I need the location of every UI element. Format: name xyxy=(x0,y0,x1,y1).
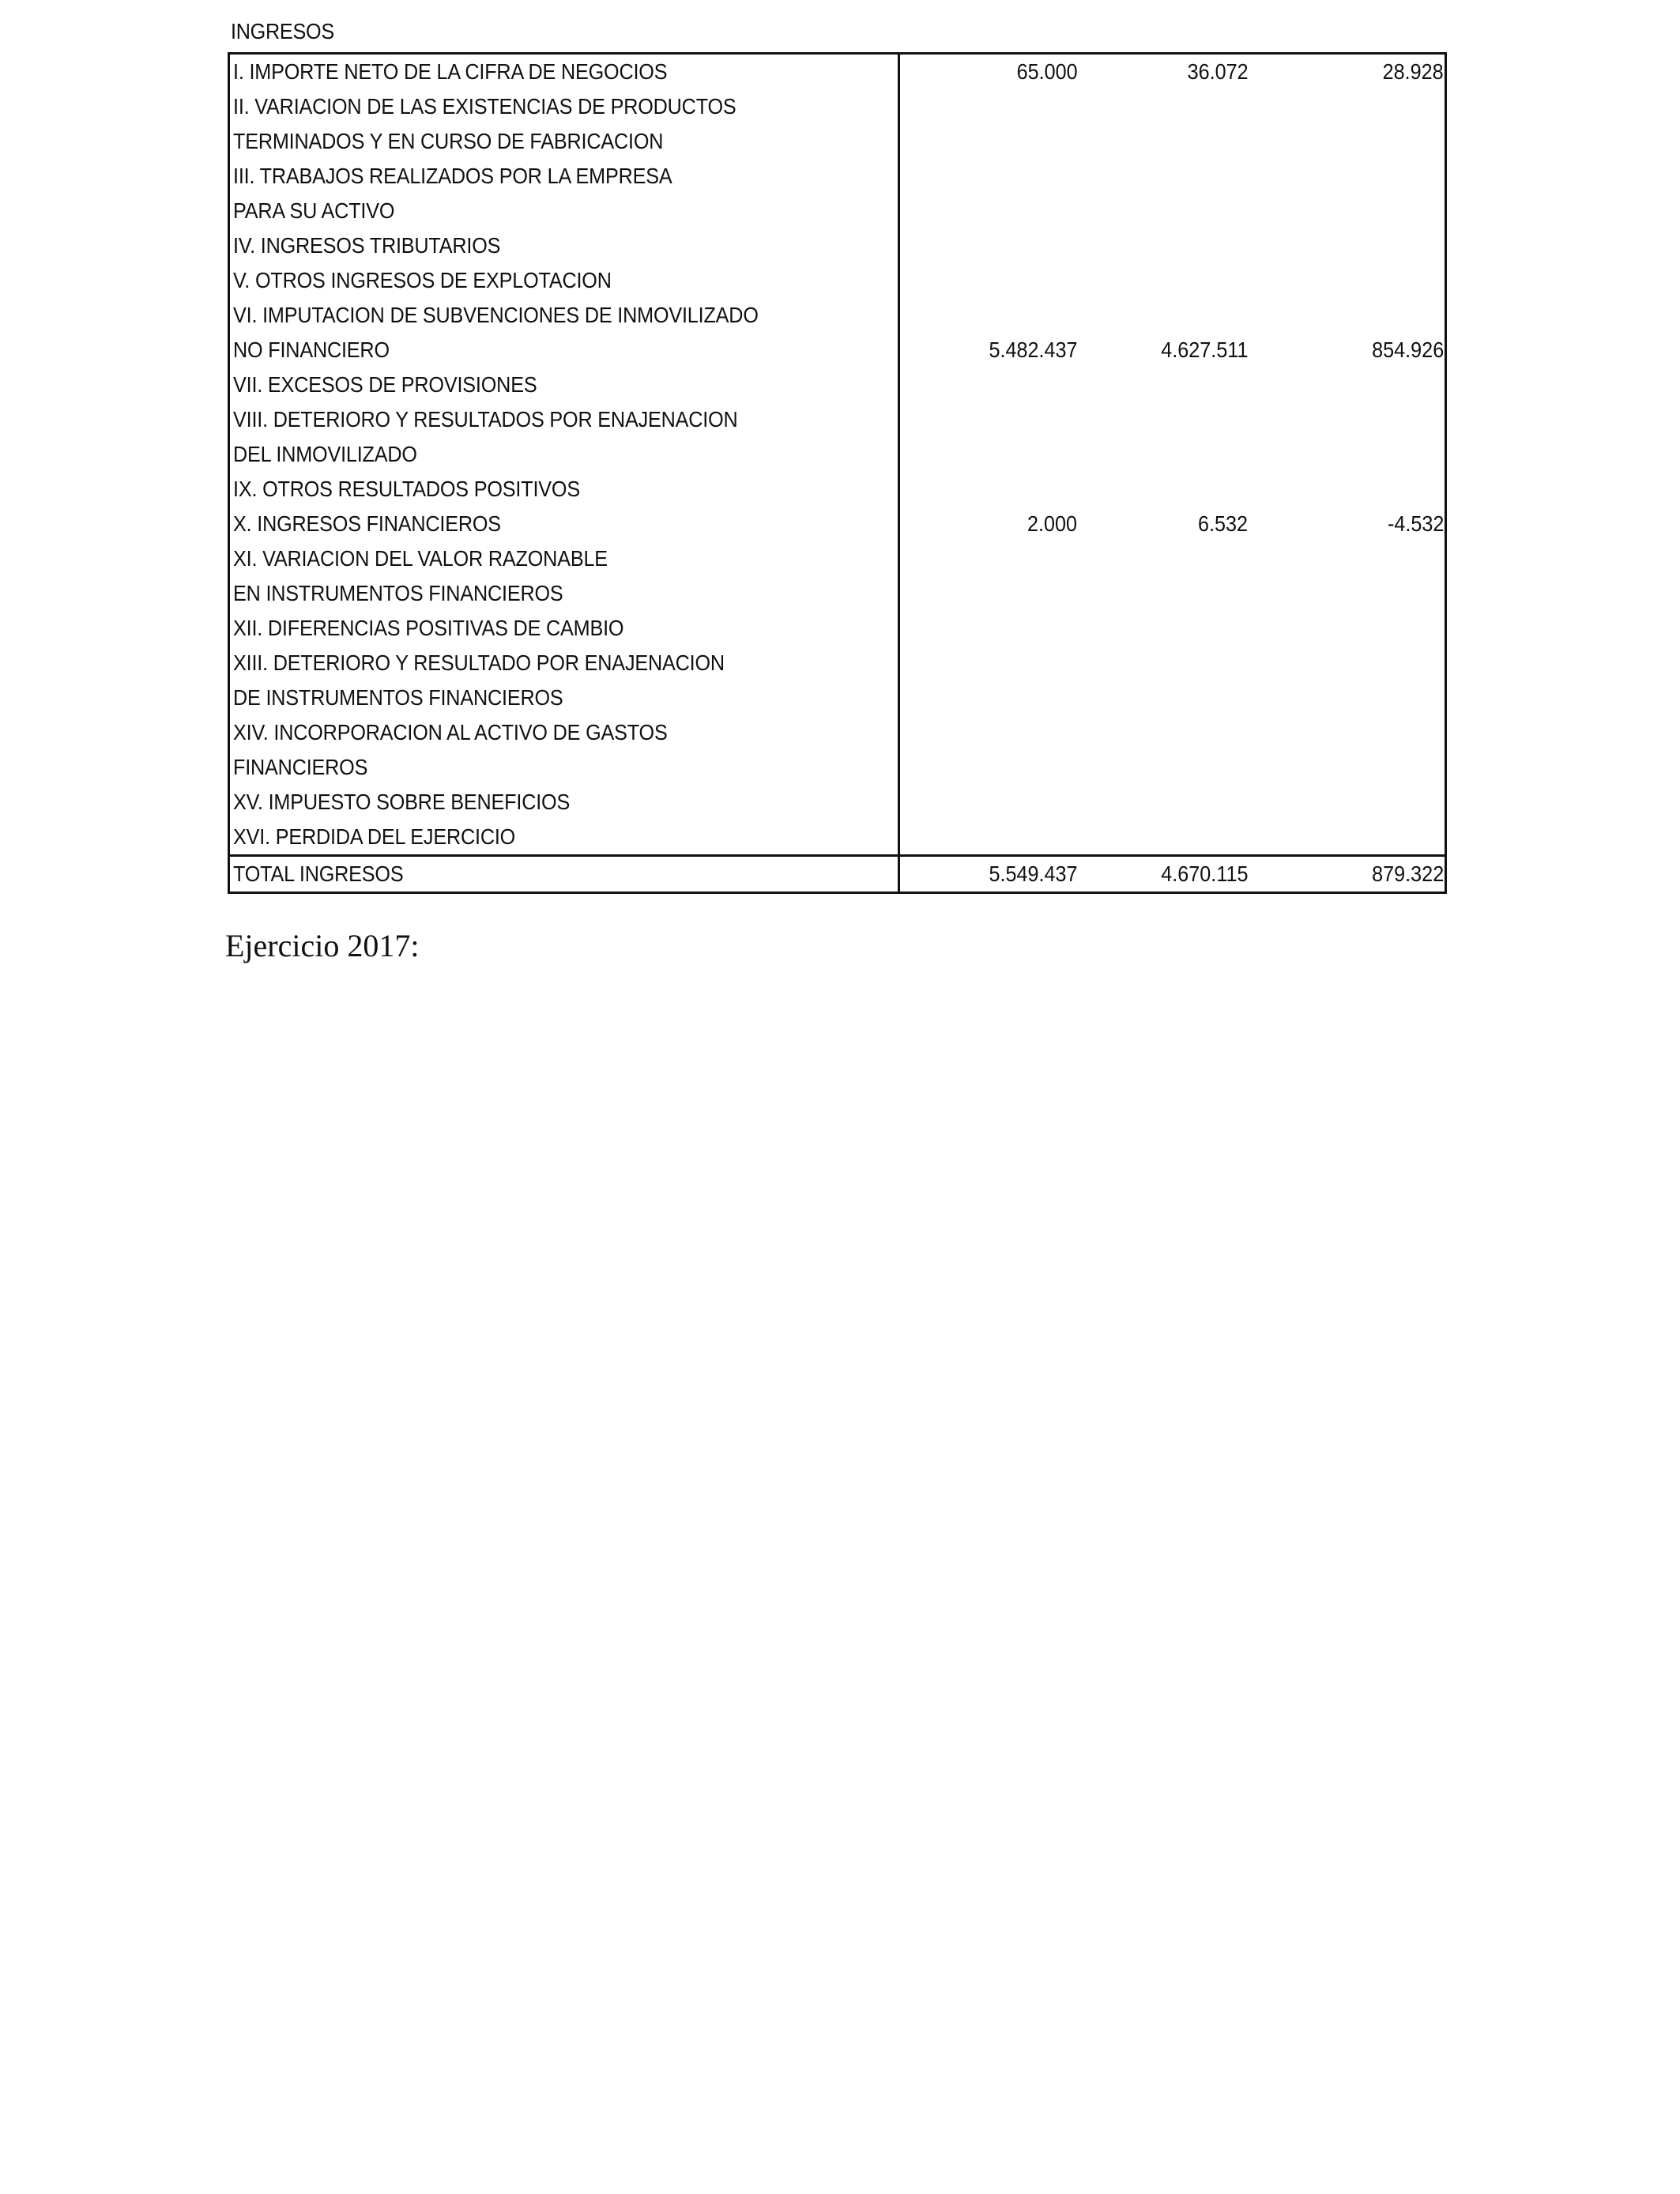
total-value-3: 879.322 xyxy=(1371,861,1444,886)
row-label: NO FINANCIERO xyxy=(233,337,390,362)
row-label: III. TRABAJOS REALIZADOS POR LA EMPRESA xyxy=(233,164,672,188)
table-row xyxy=(229,263,1446,298)
row-label: IX. OTROS RESULTADOS POSITIVOS xyxy=(233,477,580,501)
table-row xyxy=(229,820,1446,856)
row-label: XIV. INCORPORACION AL ACTIVO DE GASTOS xyxy=(233,720,668,745)
income-table xyxy=(228,52,1447,894)
row-value-1: 2.000 xyxy=(1027,511,1078,536)
total-value-2: 4.670.115 xyxy=(1161,861,1249,886)
row-value-3: 28.928 xyxy=(1382,59,1444,84)
row-label: PARA SU ACTIVO xyxy=(233,198,395,223)
table-row xyxy=(229,194,1446,228)
row-label: VI. IMPUTACION DE SUBVENCIONES DE INMOVILIZADO xyxy=(233,303,759,327)
table-row xyxy=(229,54,1446,90)
section-heading: INGRESOS xyxy=(231,19,334,43)
exercise-title: Ejercicio 2017: xyxy=(225,928,420,963)
row-label: VII. EXCESOS DE PROVISIONES xyxy=(233,372,537,397)
total-value-1: 5.549.437 xyxy=(989,861,1078,886)
table-row xyxy=(229,507,1446,541)
row-label: V. OTROS INGRESOS DE EXPLOTACION xyxy=(233,268,612,292)
row-label: EN INSTRUMENTOS FINANCIEROS xyxy=(233,581,563,605)
row-label: XI. VARIACION DEL VALOR RAZONABLE xyxy=(233,546,608,571)
table-row xyxy=(229,437,1446,472)
row-value-1: 65.000 xyxy=(1016,59,1078,84)
row-value-2: 36.072 xyxy=(1187,59,1249,84)
table-row xyxy=(229,298,1446,333)
row-label: DE INSTRUMENTOS FINANCIEROS xyxy=(233,685,563,710)
table-row xyxy=(229,785,1446,820)
table-row xyxy=(229,541,1446,576)
table-row xyxy=(229,228,1446,263)
table-row xyxy=(229,333,1446,368)
table-row xyxy=(229,124,1446,159)
row-label: VIII. DETERIORO Y RESULTADOS POR ENAJENACION xyxy=(233,407,738,432)
table-row xyxy=(229,646,1446,680)
table-row xyxy=(229,368,1446,402)
row-label: II. VARIACION DE LAS EXISTENCIAS DE PRODUCTOS xyxy=(233,94,736,119)
row-value-2: 4.627.511 xyxy=(1161,337,1249,362)
table-row xyxy=(229,89,1446,124)
row-value-2: 6.532 xyxy=(1198,511,1249,536)
row-label: X. INGRESOS FINANCIEROS xyxy=(233,511,501,536)
total-label: TOTAL INGRESOS xyxy=(233,861,404,886)
row-label: XVI. PERDIDA DEL EJERCICIO xyxy=(233,824,516,849)
row-label: I. IMPORTE NETO DE LA CIFRA DE NEGOCIOS xyxy=(233,59,668,84)
table-row xyxy=(229,611,1446,646)
row-label: TERMINADOS Y EN CURSO DE FABRICACION xyxy=(233,129,664,153)
row-label: XIII. DETERIORO Y RESULTADO POR ENAJENACION xyxy=(233,650,725,675)
table-row xyxy=(229,750,1446,785)
table-row xyxy=(229,472,1446,507)
row-label: XV. IMPUESTO SOBRE BENEFICIOS xyxy=(233,790,571,814)
table-row xyxy=(229,680,1446,715)
table-row xyxy=(229,159,1446,194)
total-row xyxy=(229,856,1446,893)
row-label: XII. DIFERENCIAS POSITIVAS DE CAMBIO xyxy=(233,616,624,640)
table-row xyxy=(229,715,1446,750)
row-label: IV. INGRESOS TRIBUTARIOS xyxy=(233,233,501,258)
row-label: FINANCIEROS xyxy=(233,755,368,779)
row-label: DEL INMOVILIZADO xyxy=(233,442,417,466)
row-value-1: 5.482.437 xyxy=(989,337,1078,362)
row-value-3: -4.532 xyxy=(1387,511,1444,536)
row-value-3: 854.926 xyxy=(1371,337,1444,362)
table-row xyxy=(229,402,1446,437)
table-row xyxy=(229,576,1446,611)
